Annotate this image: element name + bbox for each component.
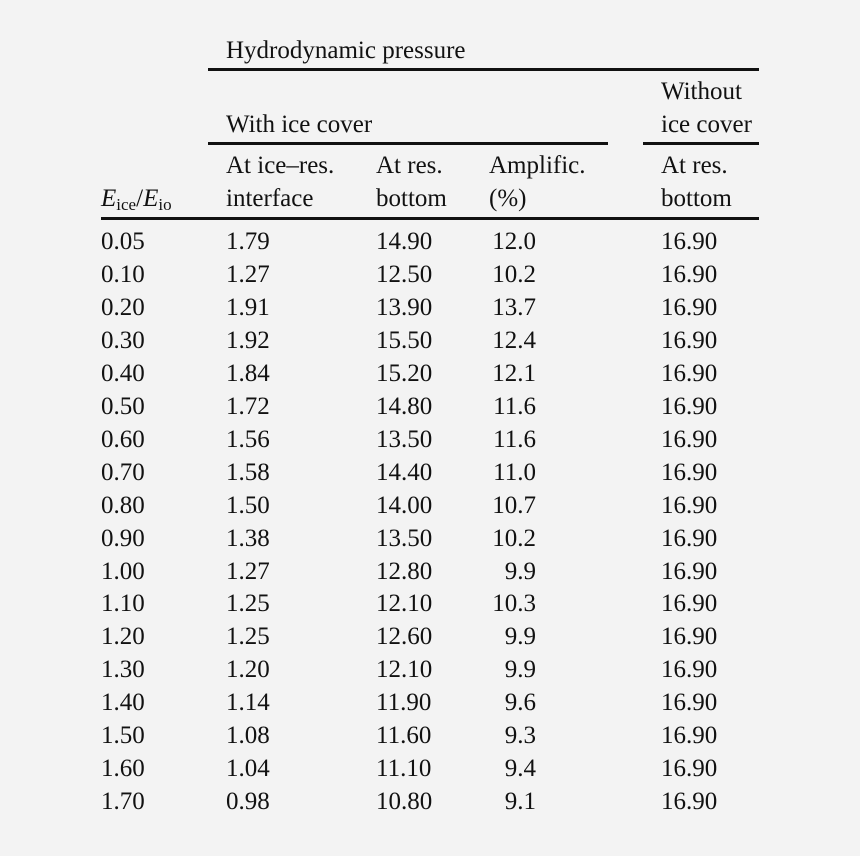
with-ice-title: With ice cover bbox=[226, 111, 373, 138]
amplific-cell: 12.1 bbox=[492, 360, 536, 387]
interface-cell: 1.79 bbox=[226, 228, 270, 255]
with-ice-rule bbox=[208, 142, 608, 145]
ratio-cell: 1.20 bbox=[101, 623, 145, 650]
ratio-sub1: ice bbox=[116, 195, 137, 214]
without-bottom-cell: 16.90 bbox=[661, 525, 718, 552]
interface-cell: 1.56 bbox=[226, 426, 270, 453]
without-bottom-cell: 16.90 bbox=[661, 689, 718, 716]
ratio-cell: 0.20 bbox=[101, 294, 145, 321]
ratio-cell: 0.30 bbox=[101, 327, 145, 354]
ratio-cell: 1.00 bbox=[101, 558, 145, 585]
col-interface-header-line1: At ice–res. bbox=[226, 152, 335, 179]
bottom-cell: 11.10 bbox=[376, 755, 432, 782]
bottom-cell: 15.20 bbox=[376, 360, 433, 387]
without-bottom-cell: 16.90 bbox=[661, 393, 718, 420]
without-bottom-cell: 16.90 bbox=[661, 755, 718, 782]
ratio-cell: 1.10 bbox=[101, 590, 145, 617]
without-bottom-cell: 16.90 bbox=[661, 788, 718, 815]
without-bottom-cell: 16.90 bbox=[661, 459, 718, 486]
amplific-cell: 10.2 bbox=[492, 525, 536, 552]
without-bottom-cell: 16.90 bbox=[661, 426, 718, 453]
amplific-cell: 10.2 bbox=[492, 261, 536, 288]
ratio-cell: 0.90 bbox=[101, 525, 145, 552]
ratio-cell: 1.50 bbox=[101, 722, 145, 749]
ratio-cell: 1.30 bbox=[101, 656, 145, 683]
ratio-cell: 0.40 bbox=[101, 360, 145, 387]
bottom-cell: 12.10 bbox=[376, 656, 433, 683]
ratio-cell: 1.40 bbox=[101, 689, 145, 716]
without-bottom-cell: 16.90 bbox=[661, 558, 718, 585]
amplific-cell: 9.1 bbox=[504, 788, 536, 815]
interface-cell: 1.72 bbox=[226, 393, 270, 420]
col-amplif-header-line2: (%) bbox=[489, 185, 527, 212]
interface-cell: 1.14 bbox=[226, 689, 270, 716]
amplific-cell: 12.4 bbox=[492, 327, 536, 354]
header-bottom-rule bbox=[101, 217, 759, 220]
without-ice-title-line1: Without bbox=[661, 78, 742, 105]
col-amplif-header-line1: Amplific. bbox=[489, 152, 586, 179]
without-ice-rule bbox=[643, 142, 759, 145]
bottom-cell: 14.00 bbox=[376, 492, 433, 519]
bottom-cell: 13.90 bbox=[376, 294, 433, 321]
without-ice-title-line2: ice cover bbox=[661, 111, 752, 138]
amplific-cell: 11.6 bbox=[493, 426, 536, 453]
ratio-cell: 1.60 bbox=[101, 755, 145, 782]
bottom-cell: 13.50 bbox=[376, 525, 433, 552]
bottom-cell: 14.40 bbox=[376, 459, 433, 486]
bottom-cell: 12.50 bbox=[376, 261, 433, 288]
interface-cell: 1.38 bbox=[226, 525, 270, 552]
without-bottom-cell: 16.90 bbox=[661, 228, 718, 255]
interface-cell: 1.25 bbox=[226, 623, 270, 650]
col-without-bottom-header-line1: At res. bbox=[661, 152, 728, 179]
bottom-cell: 14.80 bbox=[376, 393, 433, 420]
interface-cell: 1.20 bbox=[226, 656, 270, 683]
ratio-e1: E bbox=[101, 185, 117, 212]
without-bottom-cell: 16.90 bbox=[661, 492, 718, 519]
group-title: Hydrodynamic pressure bbox=[226, 37, 466, 64]
interface-cell: 1.08 bbox=[226, 722, 270, 749]
ratio-slash: / bbox=[136, 185, 144, 212]
bottom-cell: 15.50 bbox=[376, 327, 433, 354]
amplific-cell: 11.6 bbox=[493, 393, 536, 420]
ratio-cell: 0.80 bbox=[101, 492, 145, 519]
bottom-cell: 12.60 bbox=[376, 623, 433, 650]
amplific-cell: 9.9 bbox=[504, 623, 536, 650]
bottom-cell: 12.10 bbox=[376, 590, 433, 617]
interface-cell: 1.91 bbox=[226, 294, 270, 321]
interface-cell: 1.25 bbox=[226, 590, 270, 617]
interface-cell: 1.50 bbox=[226, 492, 270, 519]
interface-cell: 1.27 bbox=[226, 558, 270, 585]
ratio-cell: 0.10 bbox=[101, 261, 145, 288]
bottom-cell: 10.80 bbox=[376, 788, 433, 815]
ratio-cell: 0.05 bbox=[101, 228, 145, 255]
without-bottom-cell: 16.90 bbox=[661, 261, 718, 288]
ratio-cell: 0.50 bbox=[101, 393, 145, 420]
interface-cell: 1.92 bbox=[226, 327, 270, 354]
group-rule bbox=[208, 68, 759, 71]
without-bottom-cell: 16.90 bbox=[661, 360, 718, 387]
without-bottom-cell: 16.90 bbox=[661, 327, 718, 354]
without-bottom-cell: 16.90 bbox=[661, 623, 718, 650]
interface-cell: 1.84 bbox=[226, 360, 270, 387]
amplific-cell: 10.7 bbox=[492, 492, 536, 519]
ratio-sub2: io bbox=[158, 195, 172, 214]
amplific-cell: 9.6 bbox=[504, 689, 536, 716]
ratio-cell: 0.70 bbox=[101, 459, 145, 486]
col-bottom-header-line2: bottom bbox=[376, 185, 447, 212]
ratio-cell: 1.70 bbox=[101, 788, 145, 815]
bottom-cell: 12.80 bbox=[376, 558, 433, 585]
bottom-cell: 11.60 bbox=[376, 722, 432, 749]
bottom-cell: 11.90 bbox=[376, 689, 432, 716]
interface-cell: 1.58 bbox=[226, 459, 270, 486]
amplific-cell: 9.9 bbox=[504, 558, 536, 585]
ratio-column-header bbox=[101, 182, 172, 217]
amplific-cell: 13.7 bbox=[492, 294, 536, 321]
col-interface-header-line2: interface bbox=[226, 185, 314, 212]
interface-cell: 1.27 bbox=[226, 261, 270, 288]
amplific-cell: 9.9 bbox=[504, 656, 536, 683]
bottom-cell: 14.90 bbox=[376, 228, 433, 255]
without-bottom-cell: 16.90 bbox=[661, 294, 718, 321]
without-bottom-cell: 16.90 bbox=[661, 590, 718, 617]
col-without-bottom-header-line2: bottom bbox=[661, 185, 732, 212]
amplific-cell: 10.3 bbox=[492, 590, 536, 617]
interface-cell: 1.04 bbox=[226, 755, 270, 782]
amplific-cell: 12.0 bbox=[492, 228, 536, 255]
without-bottom-cell: 16.90 bbox=[661, 656, 718, 683]
without-bottom-cell: 16.90 bbox=[661, 722, 718, 749]
bottom-cell: 13.50 bbox=[376, 426, 433, 453]
ratio-e2: E bbox=[143, 185, 159, 212]
amplific-cell: 11.0 bbox=[493, 459, 536, 486]
amplific-cell: 9.4 bbox=[504, 755, 536, 782]
interface-cell: 0.98 bbox=[226, 788, 270, 815]
col-bottom-header-line1: At res. bbox=[376, 152, 443, 179]
ratio-cell: 0.60 bbox=[101, 426, 145, 453]
amplific-cell: 9.3 bbox=[504, 722, 536, 749]
